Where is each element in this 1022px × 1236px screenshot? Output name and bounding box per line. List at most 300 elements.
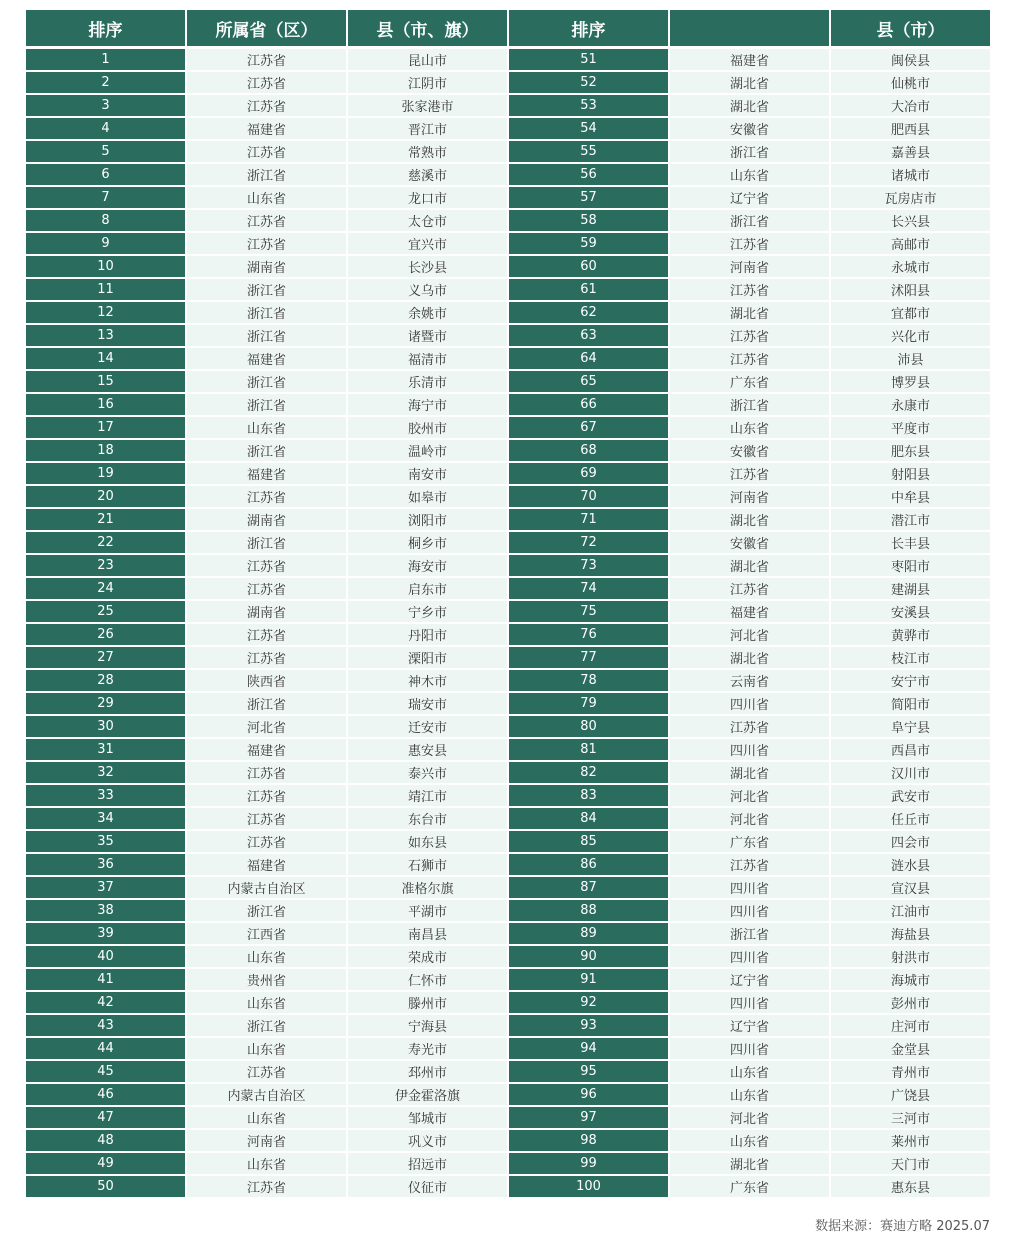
province-cell: 四川省 [670,693,829,716]
province-cell: 河北省 [670,785,829,808]
rank-cell: 91 [509,969,668,992]
province-cell: 江苏省 [187,578,346,601]
rank-cell: 15 [26,371,185,394]
province-cell: 浙江省 [187,1015,346,1038]
rank-cell: 12 [26,302,185,325]
rank-cell: 42 [26,992,185,1015]
province-cell: 江苏省 [187,486,346,509]
province-cell: 湖北省 [670,509,829,532]
county-cell: 金堂县 [831,1038,990,1061]
county-cell: 龙口市 [348,187,507,210]
rank-cell: 54 [509,118,668,141]
rank-cell: 29 [26,693,185,716]
rank-cell: 80 [509,716,668,739]
province-cell: 山东省 [187,1107,346,1130]
rank-cell: 79 [509,693,668,716]
county-cell: 仁怀市 [348,969,507,992]
table-row [26,1130,990,1153]
table-header [26,10,990,49]
county-cell: 胶州市 [348,417,507,440]
rank-cell: 98 [509,1130,668,1153]
rank-cell: 17 [26,417,185,440]
province-cell: 福建省 [187,463,346,486]
county-cell: 邳州市 [348,1061,507,1084]
rank-cell: 32 [26,762,185,785]
province-cell: 湖北省 [670,647,829,670]
table-row [26,1061,990,1084]
rank-cell: 27 [26,647,185,670]
rank-cell: 85 [509,831,668,854]
rank-cell: 95 [509,1061,668,1084]
county-cell: 仙桃市 [831,72,990,95]
table-row [26,647,990,670]
county-cell: 诸暨市 [348,325,507,348]
rank-cell: 46 [26,1084,185,1107]
rank-cell: 51 [509,49,668,72]
table-row [26,693,990,716]
rank-cell: 92 [509,992,668,1015]
county-cell: 滕州市 [348,992,507,1015]
county-cell: 南昌县 [348,923,507,946]
table-row [26,95,990,118]
rank-cell: 36 [26,854,185,877]
province-cell: 江苏省 [187,95,346,118]
rank-cell: 13 [26,325,185,348]
table-row [26,1176,990,1199]
province-cell: 福建省 [670,49,829,72]
province-cell: 广东省 [670,1176,829,1199]
rank-cell: 89 [509,923,668,946]
rank-cell: 60 [509,256,668,279]
province-cell: 湖北省 [670,762,829,785]
table-row [26,1015,990,1038]
county-cell: 伊金霍洛旗 [348,1084,507,1107]
rank-cell: 100 [509,1176,668,1199]
province-cell: 山东省 [187,1153,346,1176]
province-cell: 江苏省 [670,348,829,371]
county-cell: 兴化市 [831,325,990,348]
province-cell: 山东省 [187,417,346,440]
table-row [26,854,990,877]
county-cell: 桐乡市 [348,532,507,555]
county-cell: 任丘市 [831,808,990,831]
table-row [26,210,990,233]
rank-cell: 14 [26,348,185,371]
rank-cell: 74 [509,578,668,601]
county-cell: 武安市 [831,785,990,808]
rank-cell: 34 [26,808,185,831]
table-row [26,302,990,325]
table-row [26,1038,990,1061]
county-cell: 阜宁县 [831,716,990,739]
county-cell: 福清市 [348,348,507,371]
rank-cell: 28 [26,670,185,693]
province-cell: 江苏省 [187,555,346,578]
county-cell: 东台市 [348,808,507,831]
table-row [26,969,990,992]
province-cell: 浙江省 [187,900,346,923]
province-cell: 江苏省 [670,463,829,486]
table-row [26,164,990,187]
rank-cell: 30 [26,716,185,739]
province-cell: 江苏省 [670,233,829,256]
table-row [26,141,990,164]
rank-cell: 25 [26,601,185,624]
table-row [26,486,990,509]
data-source-note: 数据来源：赛迪方略 2025.07 [815,1219,990,1234]
county-cell: 晋江市 [348,118,507,141]
province-cell: 浙江省 [187,693,346,716]
province-cell: 山东省 [670,1084,829,1107]
rank-cell: 24 [26,578,185,601]
province-cell: 内蒙古自治区 [187,877,346,900]
province-cell: 江苏省 [670,854,829,877]
county-cell: 永城市 [831,256,990,279]
table-row [26,992,990,1015]
province-cell: 河北省 [670,624,829,647]
county-cell: 海盐县 [831,923,990,946]
province-cell: 浙江省 [670,210,829,233]
rank-cell: 73 [509,555,668,578]
province-cell: 江苏省 [187,141,346,164]
province-cell: 贵州省 [187,969,346,992]
rank-cell: 50 [26,1176,185,1199]
province-cell: 浙江省 [187,371,346,394]
province-cell: 福建省 [187,739,346,762]
county-cell: 南安市 [348,463,507,486]
table-row [26,831,990,854]
rank-cell: 58 [509,210,668,233]
rank-cell: 66 [509,394,668,417]
rank-cell: 2 [26,72,185,95]
rank-cell: 6 [26,164,185,187]
rank-cell: 26 [26,624,185,647]
rank-cell: 47 [26,1107,185,1130]
table-row [26,118,990,141]
province-cell: 四川省 [670,877,829,900]
rank-cell: 78 [509,670,668,693]
county-cell: 长丰县 [831,532,990,555]
rank-cell: 40 [26,946,185,969]
county-cell: 如东县 [348,831,507,854]
county-cell: 黄骅市 [831,624,990,647]
table-row [26,578,990,601]
province-cell: 江苏省 [187,785,346,808]
rank-cell: 23 [26,555,185,578]
county-cell: 长兴县 [831,210,990,233]
province-cell: 山东省 [670,1130,829,1153]
county-cell: 宁海县 [348,1015,507,1038]
rank-cell: 57 [509,187,668,210]
rank-cell: 84 [509,808,668,831]
header-province-left: 所属省（区） [187,10,346,49]
rank-cell: 31 [26,739,185,762]
province-cell: 江苏省 [187,647,346,670]
county-cell: 莱州市 [831,1130,990,1153]
table-row [26,946,990,969]
county-cell: 中牟县 [831,486,990,509]
table-row [26,509,990,532]
rank-cell: 56 [509,164,668,187]
province-cell: 江苏省 [187,1061,346,1084]
table-row [26,49,990,72]
province-cell: 内蒙古自治区 [187,1084,346,1107]
rank-cell: 97 [509,1107,668,1130]
province-cell: 湖北省 [670,72,829,95]
province-cell: 河南省 [187,1130,346,1153]
table-row [26,440,990,463]
province-cell: 辽宁省 [670,187,829,210]
rank-cell: 38 [26,900,185,923]
table-row [26,1084,990,1107]
table-row [26,762,990,785]
province-cell: 江苏省 [187,1176,346,1199]
rank-cell: 21 [26,509,185,532]
province-cell: 四川省 [670,900,829,923]
table-row [26,739,990,762]
province-cell: 江苏省 [670,279,829,302]
county-cell: 常熟市 [348,141,507,164]
county-ranking-table [24,10,992,1199]
county-cell: 浏阳市 [348,509,507,532]
county-cell: 天门市 [831,1153,990,1176]
province-cell: 浙江省 [187,440,346,463]
province-cell: 江苏省 [670,325,829,348]
province-cell: 湖南省 [187,601,346,624]
county-cell: 诸城市 [831,164,990,187]
county-cell: 海宁市 [348,394,507,417]
province-cell: 浙江省 [670,923,829,946]
county-cell: 惠安县 [348,739,507,762]
rank-cell: 96 [509,1084,668,1107]
rank-cell: 1 [26,49,185,72]
province-cell: 江苏省 [187,831,346,854]
rank-cell: 44 [26,1038,185,1061]
province-cell: 湖南省 [187,509,346,532]
county-cell: 博罗县 [831,371,990,394]
rank-cell: 49 [26,1153,185,1176]
county-cell: 准格尔旗 [348,877,507,900]
province-cell: 福建省 [187,118,346,141]
county-cell: 简阳市 [831,693,990,716]
province-cell: 广东省 [670,371,829,394]
rank-cell: 41 [26,969,185,992]
table-row [26,1107,990,1130]
table-row [26,900,990,923]
county-cell: 江阴市 [348,72,507,95]
rank-cell: 69 [509,463,668,486]
province-cell: 湖北省 [670,555,829,578]
province-cell: 河北省 [670,1107,829,1130]
rank-cell: 33 [26,785,185,808]
county-cell: 宣汉县 [831,877,990,900]
province-cell: 浙江省 [187,164,346,187]
county-cell: 安宁市 [831,670,990,693]
province-cell: 江苏省 [670,716,829,739]
province-cell: 湖北省 [670,302,829,325]
rank-cell: 7 [26,187,185,210]
province-cell: 湖北省 [670,95,829,118]
table-row [26,371,990,394]
table-row [26,670,990,693]
rank-cell: 37 [26,877,185,900]
header-county-right: 县（市） [831,10,990,49]
header-rank-right: 排序 [509,10,668,49]
county-cell: 神木市 [348,670,507,693]
province-cell: 福建省 [187,348,346,371]
county-cell: 平度市 [831,417,990,440]
province-cell: 浙江省 [187,394,346,417]
province-cell: 江苏省 [187,49,346,72]
county-cell: 大冶市 [831,95,990,118]
rank-cell: 5 [26,141,185,164]
rank-cell: 16 [26,394,185,417]
province-cell: 四川省 [670,739,829,762]
province-cell: 陕西省 [187,670,346,693]
table-row [26,325,990,348]
rank-cell: 67 [509,417,668,440]
county-cell: 彭州市 [831,992,990,1015]
province-cell: 江苏省 [187,624,346,647]
rank-cell: 39 [26,923,185,946]
county-cell: 余姚市 [348,302,507,325]
county-cell: 张家港市 [348,95,507,118]
province-cell: 山东省 [670,417,829,440]
county-cell: 宜都市 [831,302,990,325]
rank-cell: 48 [26,1130,185,1153]
county-cell: 如皋市 [348,486,507,509]
county-cell: 巩义市 [348,1130,507,1153]
county-cell: 枝江市 [831,647,990,670]
rank-cell: 94 [509,1038,668,1061]
rank-cell: 22 [26,532,185,555]
county-cell: 永康市 [831,394,990,417]
rank-cell: 90 [509,946,668,969]
county-cell: 庄河市 [831,1015,990,1038]
county-cell: 宁乡市 [348,601,507,624]
county-cell: 宜兴市 [348,233,507,256]
county-cell: 瑞安市 [348,693,507,716]
table-row [26,256,990,279]
rank-cell: 72 [509,532,668,555]
table-row [26,348,990,371]
table-row [26,624,990,647]
county-cell: 泰兴市 [348,762,507,785]
county-cell: 招远市 [348,1153,507,1176]
table-body [26,49,990,1199]
rank-cell: 70 [509,486,668,509]
county-cell: 启东市 [348,578,507,601]
county-cell: 丹阳市 [348,624,507,647]
table-row [26,923,990,946]
rank-cell: 77 [509,647,668,670]
header-province-right [670,10,829,49]
county-cell: 潜江市 [831,509,990,532]
province-cell: 浙江省 [187,302,346,325]
county-cell: 广饶县 [831,1084,990,1107]
county-cell: 三河市 [831,1107,990,1130]
county-cell: 溧阳市 [348,647,507,670]
county-cell: 慈溪市 [348,164,507,187]
county-cell: 肥西县 [831,118,990,141]
table-row [26,555,990,578]
county-cell: 荣成市 [348,946,507,969]
province-cell: 安徽省 [670,532,829,555]
rank-cell: 20 [26,486,185,509]
province-cell: 广东省 [670,831,829,854]
county-cell: 涟水县 [831,854,990,877]
province-cell: 福建省 [187,854,346,877]
county-cell: 嘉善县 [831,141,990,164]
province-cell: 山东省 [187,187,346,210]
province-cell: 辽宁省 [670,1015,829,1038]
province-cell: 江苏省 [187,233,346,256]
table-row [26,187,990,210]
province-cell: 浙江省 [670,394,829,417]
province-cell: 江西省 [187,923,346,946]
table-row [26,785,990,808]
rank-cell: 76 [509,624,668,647]
county-cell: 瓦房店市 [831,187,990,210]
rank-cell: 18 [26,440,185,463]
rank-cell: 61 [509,279,668,302]
province-cell: 山东省 [187,1038,346,1061]
province-cell: 河南省 [670,486,829,509]
county-cell: 高邮市 [831,233,990,256]
province-cell: 福建省 [670,601,829,624]
table-row [26,72,990,95]
rank-cell: 63 [509,325,668,348]
table-row [26,601,990,624]
county-cell: 仪征市 [348,1176,507,1199]
county-cell: 惠东县 [831,1176,990,1199]
rank-cell: 62 [509,302,668,325]
county-cell: 靖江市 [348,785,507,808]
rank-cell: 19 [26,463,185,486]
rank-cell: 53 [509,95,668,118]
county-cell: 射阳县 [831,463,990,486]
county-cell: 闽侯县 [831,49,990,72]
rank-cell: 64 [509,348,668,371]
province-cell: 浙江省 [187,325,346,348]
rank-cell: 3 [26,95,185,118]
header-rank-left: 排序 [26,10,185,49]
province-cell: 湖南省 [187,256,346,279]
county-cell: 四会市 [831,831,990,854]
province-cell: 山东省 [670,1061,829,1084]
province-cell: 安徽省 [670,118,829,141]
province-cell: 江苏省 [187,762,346,785]
table-row [26,394,990,417]
rank-cell: 88 [509,900,668,923]
province-cell: 山东省 [187,946,346,969]
rank-cell: 86 [509,854,668,877]
rank-cell: 55 [509,141,668,164]
county-cell: 江油市 [831,900,990,923]
province-cell: 浙江省 [187,279,346,302]
province-cell: 四川省 [670,1038,829,1061]
rank-cell: 10 [26,256,185,279]
province-cell: 河北省 [670,808,829,831]
province-cell: 江苏省 [187,210,346,233]
province-cell: 河南省 [670,256,829,279]
province-cell: 四川省 [670,992,829,1015]
rank-cell: 45 [26,1061,185,1084]
table-row [26,279,990,302]
county-cell: 海安市 [348,555,507,578]
table-row [26,417,990,440]
county-cell: 邹城市 [348,1107,507,1130]
